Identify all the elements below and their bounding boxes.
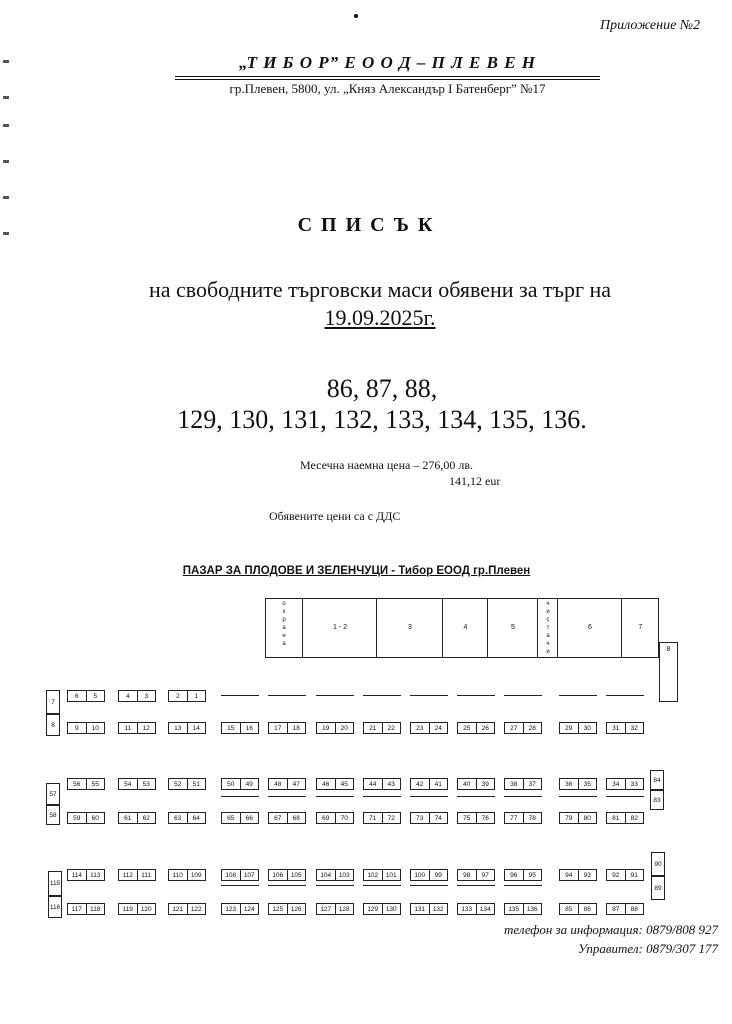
stall-number: 47 [287, 779, 306, 789]
stall-number: 91 [625, 870, 644, 880]
stall-number: 59 [73, 814, 81, 822]
price-eur: 141,12 eur [449, 474, 501, 488]
stall-57: 57 [46, 783, 60, 805]
stall-pair [268, 812, 306, 824]
stall-number: 3 [137, 691, 156, 701]
stall-pair [363, 778, 401, 790]
stall-pair [457, 812, 495, 824]
stall-number: 113 [86, 870, 105, 880]
stall-number: 92 [612, 871, 620, 879]
stall-number: 10 [86, 723, 105, 733]
stall-pair [363, 812, 401, 824]
stall-90: 90 [651, 852, 665, 876]
dot-mark [354, 14, 358, 18]
stall-number: 62 [137, 813, 156, 823]
stall-number: 4 [125, 692, 130, 700]
stall-number: 123 [225, 905, 237, 913]
stall-pair [606, 812, 644, 824]
auction-date: 19.09.2025г. [324, 305, 436, 330]
stall-pair [504, 722, 542, 734]
tables-line-1: 86, 87, 88, [326, 374, 438, 403]
stall-number: 45 [335, 779, 354, 789]
stall-number: 48 [274, 780, 282, 788]
stall-number: 29 [565, 724, 573, 732]
stall-pair [457, 869, 495, 881]
stall-number: 82 [625, 813, 644, 823]
stall-number: 15 [227, 724, 235, 732]
stall-pair [559, 722, 597, 734]
stall-number: 117 [71, 905, 82, 913]
stall-number: 101 [382, 870, 401, 880]
stall-pair [168, 869, 206, 881]
stall-pair [316, 812, 354, 824]
stall-number: 32 [625, 723, 644, 733]
stall-line [457, 885, 495, 886]
stall-pair [504, 778, 542, 790]
shop-label: 1 - 2 [332, 624, 347, 631]
stall-number: 87 [612, 905, 620, 913]
stall-pair [168, 690, 206, 702]
stall-number: 98 [463, 871, 471, 879]
stall-pair [504, 869, 542, 881]
stall-number: 21 [369, 724, 377, 732]
stall-pair [268, 778, 306, 790]
stall-pair [606, 722, 644, 734]
stall-line [457, 695, 495, 696]
phone-info: телефон за информация: 0879/808 927 [504, 922, 718, 937]
stall-number: 131 [414, 905, 426, 913]
stall-number: 124 [240, 904, 259, 914]
stall-line [559, 695, 597, 696]
toilets-label: ч и с т а ч и [546, 601, 550, 655]
stall-number: 11 [124, 724, 132, 732]
stall-89: 89 [651, 876, 665, 900]
binder-mark [3, 160, 9, 163]
stall-number: 129 [367, 905, 379, 913]
stall-number: 103 [335, 870, 354, 880]
stall-number: 132 [429, 904, 448, 914]
stall-number: 97 [476, 870, 495, 880]
shop-label: 3 [408, 624, 412, 631]
stall-pair [606, 869, 644, 881]
stall-pair [221, 722, 259, 734]
stall-number: 134 [476, 904, 495, 914]
stall-line [504, 695, 542, 696]
stall-pair [363, 903, 401, 915]
stall-pair [363, 869, 401, 881]
stall-pair [559, 869, 597, 881]
shop-label: 6 [588, 624, 592, 631]
stall-number: 51 [187, 779, 206, 789]
stall-pair [67, 869, 105, 881]
stall-number: 38 [510, 780, 518, 788]
vat-note: Обявените цени са с ДДС [269, 509, 401, 523]
stall-line [316, 695, 354, 696]
stall-number: 37 [523, 779, 542, 789]
stall-pair [559, 812, 597, 824]
stall-number: 81 [612, 814, 620, 822]
stall-number: 107 [240, 870, 259, 880]
stall-pair [221, 812, 259, 824]
stall-84: 84 [650, 770, 664, 790]
stall-number: 102 [367, 871, 379, 879]
stall-number: 109 [187, 870, 206, 880]
stall-pair [410, 778, 448, 790]
stall-pair [67, 778, 105, 790]
stall-58: 58 [46, 805, 60, 825]
stall-number: 9 [74, 724, 79, 732]
stall-number: 86 [578, 904, 597, 914]
stall-number: 135 [508, 905, 520, 913]
stall-number: 128 [335, 904, 354, 914]
binder-mark [3, 96, 9, 99]
stall-number: 55 [86, 779, 105, 789]
stall-number: 14 [187, 723, 206, 733]
shop-8-label: 8 [666, 646, 671, 653]
shop-label: 4 [463, 624, 468, 631]
stall-number: 99 [429, 870, 448, 880]
stall-pair [268, 903, 306, 915]
stall-number: 133 [461, 905, 473, 913]
stall-number: 12 [137, 723, 156, 733]
stall-number: 71 [369, 814, 377, 822]
stall-number: 126 [287, 904, 306, 914]
document-title: С П И С Ъ К [297, 214, 435, 236]
stall-line [268, 885, 306, 886]
stall-pair [316, 903, 354, 915]
stall-pair [504, 812, 542, 824]
stall-number: 112 [122, 871, 133, 879]
stall-pair [118, 778, 156, 790]
stall-number: 50 [227, 780, 235, 788]
stall-pair [363, 722, 401, 734]
stall-number: 42 [416, 780, 424, 788]
stall-number: 53 [137, 779, 156, 789]
stall-pair [410, 869, 448, 881]
stall-83: 83 [650, 790, 664, 810]
stall-pair [67, 690, 105, 702]
stall-number: 114 [71, 871, 82, 879]
stall-number: 18 [287, 723, 306, 733]
stall-pair [606, 903, 644, 915]
stall-pair [118, 690, 156, 702]
stall-number: 127 [320, 905, 332, 913]
stall-number: 120 [137, 904, 156, 914]
stall-pair [268, 722, 306, 734]
stall-number: 39 [476, 779, 495, 789]
stall-pair [457, 722, 495, 734]
stall-number: 20 [335, 723, 354, 733]
binder-mark [3, 124, 9, 127]
stall-number: 110 [172, 871, 183, 879]
stall-line [221, 695, 259, 696]
stall-number: 76 [476, 813, 495, 823]
binder-mark [3, 196, 9, 199]
header-rule [175, 79, 600, 80]
stall-pair [168, 722, 206, 734]
stall-number: 5 [86, 691, 105, 701]
stall-number: 19 [322, 724, 330, 732]
stall-number: 75 [463, 814, 471, 822]
stall-pair [316, 869, 354, 881]
stall-116: 116 [48, 896, 62, 918]
stall-115: 115 [48, 871, 62, 896]
stall-number: 74 [429, 813, 448, 823]
stall-number: 88 [625, 904, 644, 914]
stall-number: 119 [122, 905, 133, 913]
manager-phone: Управител: 0879/307 177 [578, 941, 718, 956]
stall-number: 79 [565, 814, 573, 822]
stall-pair [504, 903, 542, 915]
stall-pair [168, 812, 206, 824]
stall-number: 70 [335, 813, 354, 823]
stall-number: 24 [429, 723, 448, 733]
plan-title: ПАЗАР ЗА ПЛОДОВЕ И ЗЕЛЕНЧУЦИ - Тибор ЕООД гр.Плевен [182, 565, 531, 577]
stall-number: 96 [510, 871, 518, 879]
guard-booth-label: о х р а н а [282, 601, 286, 647]
stall-number: 28 [523, 723, 542, 733]
stall-number: 108 [225, 871, 237, 879]
stall-number: 77 [510, 814, 518, 822]
stall-number: 40 [463, 780, 471, 788]
stall-number: 67 [274, 814, 282, 822]
stall-line [316, 885, 354, 886]
stall-pair [67, 812, 105, 824]
stall-number: 118 [86, 904, 105, 914]
stall-line [268, 796, 306, 797]
stall-number: 30 [578, 723, 597, 733]
stall-number: 16 [240, 723, 259, 733]
stall-number: 46 [322, 780, 330, 788]
stall-number: 34 [612, 780, 620, 788]
stall-pair [118, 903, 156, 915]
stall-line [606, 796, 644, 797]
stall-number: 104 [320, 871, 332, 879]
stall-line [504, 885, 542, 886]
stall-pair [559, 778, 597, 790]
stall-number: 61 [124, 814, 132, 822]
stall-line [316, 796, 354, 797]
stall-line [363, 885, 401, 886]
stall-pair [457, 903, 495, 915]
stall-number: 43 [382, 779, 401, 789]
stall-number: 106 [272, 871, 284, 879]
stall-number: 54 [124, 780, 132, 788]
stall-pair [221, 903, 259, 915]
stall-line [363, 796, 401, 797]
company-name: „Т И Б О Р” Е О О Д – П Л Е В Е Н [238, 53, 537, 72]
stall-pair [168, 778, 206, 790]
stall-number: 25 [463, 724, 471, 732]
stall-number: 136 [523, 904, 542, 914]
stall-number: 73 [416, 814, 424, 822]
stall-number: 26 [476, 723, 495, 733]
tables-line-2: 129, 130, 131, 132, 133, 134, 135, 136. [177, 405, 587, 434]
stall-pair [410, 903, 448, 915]
stall-pair [410, 722, 448, 734]
stall-line [221, 885, 259, 886]
stall-line [410, 796, 448, 797]
stall-line [457, 796, 495, 797]
shop-label: 7 [638, 624, 643, 631]
stall-number: 63 [174, 814, 182, 822]
stall-line [268, 695, 306, 696]
stall-line [410, 885, 448, 886]
stall-8: 8 [46, 714, 60, 736]
stall-line [410, 695, 448, 696]
stall-number: 44 [369, 780, 377, 788]
stall-number: 94 [565, 871, 573, 879]
stall-7: 7 [46, 690, 60, 714]
stall-number: 122 [187, 904, 206, 914]
stall-pair [118, 812, 156, 824]
stall-number: 52 [174, 780, 182, 788]
stall-number: 95 [523, 870, 542, 880]
stall-number: 49 [240, 779, 259, 789]
stall-number: 22 [382, 723, 401, 733]
header-rule [175, 76, 600, 77]
stall-pair [316, 778, 354, 790]
stall-number: 69 [322, 814, 330, 822]
stall-number: 56 [73, 780, 81, 788]
stall-pair [118, 722, 156, 734]
stall-pair [67, 722, 105, 734]
stall-pair [221, 869, 259, 881]
stall-number: 33 [625, 779, 644, 789]
stall-line [221, 796, 259, 797]
stall-number: 35 [578, 779, 597, 789]
stall-number: 60 [86, 813, 105, 823]
stall-number: 105 [287, 870, 306, 880]
stall-pair [457, 778, 495, 790]
stall-pair [559, 903, 597, 915]
stall-number: 13 [174, 724, 182, 732]
stall-number: 72 [382, 813, 401, 823]
stall-number: 68 [287, 813, 306, 823]
monthly-price: Месечна наемна цена – 276,00 лв. [300, 458, 473, 472]
stall-number: 31 [612, 724, 620, 732]
stall-number: 121 [172, 905, 184, 913]
stall-line [363, 695, 401, 696]
stall-number: 64 [187, 813, 206, 823]
appendix-label: Приложение №2 [600, 18, 700, 33]
binder-mark [3, 60, 9, 63]
stall-line [559, 796, 597, 797]
shop-label: 5 [511, 624, 515, 631]
stall-number: 111 [137, 870, 156, 880]
stall-number: 100 [414, 871, 426, 879]
stall-number: 125 [272, 905, 284, 913]
stall-pair [118, 869, 156, 881]
stall-number: 78 [523, 813, 542, 823]
stall-number: 130 [382, 904, 401, 914]
stall-number: 27 [510, 724, 518, 732]
stall-number: 2 [175, 692, 180, 700]
stall-pair [410, 812, 448, 824]
stall-pair [168, 903, 206, 915]
stall-pair [316, 722, 354, 734]
stall-number: 80 [578, 813, 597, 823]
document-subtitle: на свободните търговски маси обявени за търг на [148, 277, 612, 302]
stall-number: 85 [565, 905, 573, 913]
stall-number: 6 [74, 692, 79, 700]
stall-pair [67, 903, 105, 915]
stall-number: 17 [274, 724, 282, 732]
stall-line [504, 796, 542, 797]
stall-pair [221, 778, 259, 790]
stall-pair [606, 778, 644, 790]
stall-number: 1 [187, 691, 206, 701]
stall-number: 36 [565, 780, 573, 788]
stall-line [606, 695, 644, 696]
stall-pair [268, 869, 306, 881]
stall-number: 41 [429, 779, 448, 789]
company-address: гр.Плевен, 5800, ул. „Княз Александър I Батенберг” №17 [229, 81, 546, 96]
stall-number: 65 [227, 814, 235, 822]
stall-number: 66 [240, 813, 259, 823]
stall-number: 23 [416, 724, 424, 732]
stall-number: 93 [578, 870, 597, 880]
